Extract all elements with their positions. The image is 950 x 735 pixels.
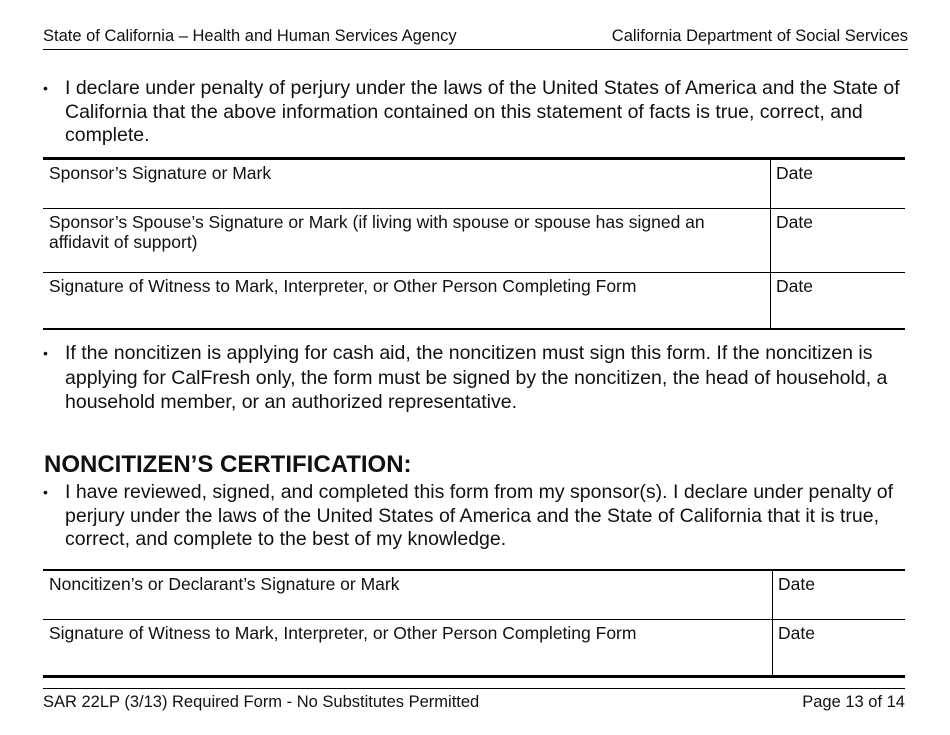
witness-signature-row[interactable] — [43, 273, 905, 328]
certification-paragraph — [43, 481, 913, 553]
table-bottom-rule — [43, 675, 905, 678]
page-number: Page 13 of 14 — [802, 693, 905, 711]
bullet-icon: • — [43, 80, 48, 96]
bullet-icon: • — [43, 345, 48, 361]
page-header — [43, 27, 908, 50]
noncitizen-signature-label: Noncitizen’s or Declarant’s Signature or Mark — [49, 574, 400, 594]
noncitizen-signature-row[interactable] — [43, 571, 905, 620]
noncitizen-signature-table — [43, 569, 905, 679]
declaration-paragraph — [43, 77, 913, 149]
agency-name: State of California – Health and Human Services Agency — [43, 27, 457, 45]
cash-aid-text: If the noncitizen is applying for cash aid, the noncitizen must sign this form. If the noncitizen is applying for CalFresh only, the form must be signed by the noncitizen, the head of household, a household member, or an authorized representative. — [65, 342, 888, 413]
table-bottom-rule — [43, 328, 905, 330]
declaration-text: I declare under penalty of perjury under the laws of the United States of America and the State of California that the above information contained on this statement of facts is true, correct, and complete. — [65, 77, 900, 146]
certification-text: I have reviewed, signed, and completed this form from my sponsor(s). I declare under penalty of perjury under the laws of the United States of America and the State of California that it is true, correct, and complete to the best of my knowledge. — [65, 481, 894, 550]
witness-signature-label: Signature of Witness to Mark, Interpreter, or Other Person Completing Form — [49, 623, 637, 643]
form-id: SAR 22LP (3/13) Required Form - No Substitutes Permitted — [43, 693, 480, 711]
witness-signature-row[interactable] — [43, 620, 905, 676]
date-label: Date — [778, 574, 815, 594]
date-label: Date — [776, 212, 813, 232]
sponsor-signature-label: Sponsor’s Signature or Mark — [49, 163, 272, 183]
department-name: California Department of Social Services — [611, 27, 908, 45]
spouse-signature-row[interactable] — [43, 209, 905, 273]
spouse-signature-label: Sponsor’s Spouse’s Signature or Mark (if living with spouse or spouse has signed an affidavit of support) — [49, 212, 705, 252]
page-footer — [43, 688, 905, 711]
sponsor-signature-table — [43, 157, 905, 330]
date-label: Date — [776, 276, 813, 296]
witness-signature-label: Signature of Witness to Mark, Interpreter, or Other Person Completing Form — [49, 276, 637, 296]
sponsor-signature-row[interactable] — [43, 160, 905, 209]
date-label: Date — [778, 623, 815, 643]
cash-aid-paragraph — [43, 341, 913, 413]
date-label: Date — [776, 163, 813, 183]
bullet-icon: • — [43, 484, 48, 500]
certification-title: NONCITIZEN’S CERTIFICATION: — [44, 451, 412, 478]
